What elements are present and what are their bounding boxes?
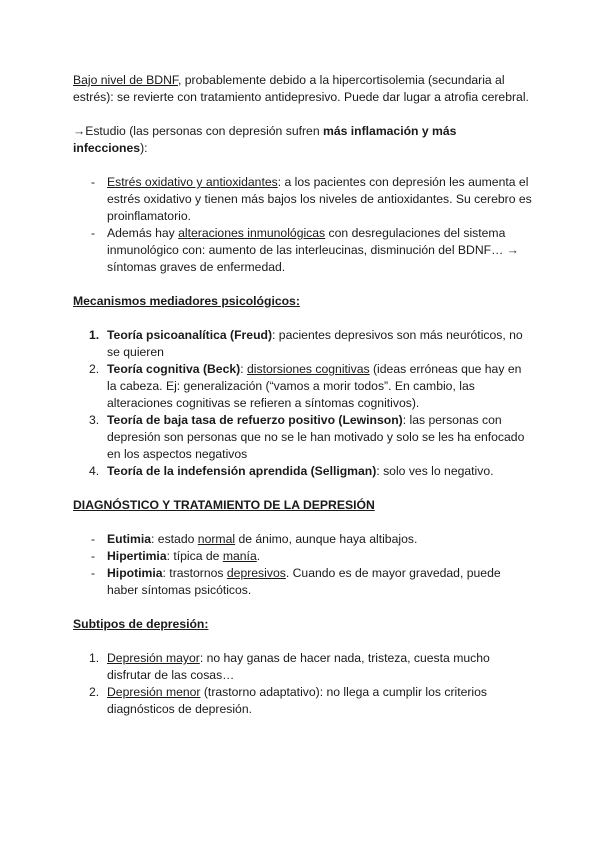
bdnf-paragraph (73, 72, 533, 106)
list-item-pre: Además hay (107, 226, 179, 240)
list-item (73, 327, 533, 361)
diagnostico-list (73, 531, 533, 599)
list-item-text: con desregulaciones del sistema inmunológico con: aumento de las interleucinas, disminución del BDNF… → síntomas graves de enfermedad. (107, 226, 519, 274)
list-item-term: alteraciones inmunológicas (178, 226, 326, 240)
subtipos-list (73, 650, 533, 718)
list-item (73, 361, 533, 412)
term-text: . Cuando es de mayor gravedad, puede haber síntomas psicóticos. (107, 566, 501, 597)
list-item (73, 463, 533, 480)
list-item-text: : a los pacientes con depresión les aumenta el estrés oxidativo y tienen más bajos los niveles de antioxidantes. Su cerebro es proinflamatorio. (107, 175, 532, 223)
subtype-name: Depresión menor (107, 685, 201, 699)
list-item (73, 684, 533, 718)
list-number: 2. (89, 362, 100, 376)
subtype-name: Depresión mayor (107, 651, 200, 665)
term-pre: : típica de (166, 549, 223, 563)
list-number: 3. (89, 413, 100, 427)
theory-text: : las personas con depresión son personas que no se le han motivado y solo se les ha enfocado en los aspectos negativos (107, 413, 525, 461)
theory-text: (ideas erróneas que hay en la cabeza. Ej: generalización (“vamos a morir todos”. En cambio, las alteraciones cognitivas se refieren a síntomas cognitivos). (107, 362, 522, 410)
term-name: Hipotimia (107, 566, 163, 580)
list-number: 4. (89, 464, 100, 478)
term-underlined: depresivos (226, 566, 286, 580)
estudio-suffix: ): (140, 141, 148, 155)
theory-name: Teoría cognitiva (Beck) (107, 362, 241, 376)
list-item (73, 650, 533, 684)
section-heading-subtipos: Subtipos de depresión: (73, 617, 209, 631)
estudio-prefix: →Estudio (las personas con depresión sufren (73, 124, 323, 138)
theory-pre: : (240, 362, 247, 376)
term-pre: : estado (151, 532, 198, 546)
term-text: . (256, 549, 261, 563)
theory-name: Teoría psicoanalítica (Freud) (107, 328, 273, 342)
list-item-term: Estrés oxidativo y antioxidantes (107, 175, 278, 189)
mecanismos-list (73, 327, 533, 480)
term-name: Eutimia (107, 532, 152, 546)
bdnf-text: , probablemente debido a la hipercortisolemia (secundaria al estrés): se revierte con tratamiento antidepresivo. Puede dar lugar a atrofia cerebral. (73, 73, 529, 104)
list-number: 1. (89, 651, 100, 665)
term-underlined: normal (197, 532, 236, 546)
inflamacion-list (73, 174, 533, 276)
subtype-text: : no hay ganas de hacer nada, tristeza, cuesta mucho disfrutar de las cosas… (107, 651, 490, 682)
section-heading-mecanismos: Mecanismos mediadores psicológicos: (73, 294, 300, 308)
list-number: 1. (89, 328, 100, 342)
list-item (73, 548, 533, 565)
term-underlined: manía (222, 549, 257, 563)
list-item (73, 174, 533, 225)
estudio-bold: más inflamación y más infecciones (73, 124, 457, 155)
document-page (73, 72, 533, 718)
term-pre: : trastornos (162, 566, 227, 580)
theory-name: Teoría de la indefensión aprendida (Selligman) (107, 464, 377, 478)
section-heading-diagnostico: DIAGNÓSTICO Y TRATAMIENTO DE LA DEPRESIÓN (73, 498, 375, 512)
list-item (73, 412, 533, 463)
list-item (73, 531, 533, 548)
theory-text: : solo ves lo negativo. (376, 464, 494, 478)
list-item (73, 565, 533, 599)
term-text: de ánimo, aunque haya altibajos. (235, 532, 418, 546)
theory-term: distorsiones cognitivas (246, 362, 370, 376)
theory-text: : pacientes depresivos son más neuróticos, no se quieren (107, 328, 523, 359)
list-item (73, 225, 533, 276)
list-number: 2. (89, 685, 100, 699)
estudio-paragraph (73, 123, 533, 157)
bdnf-term: Bajo nivel de BDNF (73, 73, 178, 87)
theory-name: Teoría de baja tasa de refuerzo positivo (Lewinson) (107, 413, 403, 427)
subtype-text: (trastorno adaptativo): no llega a cumplir los criterios diagnósticos de depresión. (107, 685, 488, 716)
term-name: Hipertimia (107, 549, 167, 563)
